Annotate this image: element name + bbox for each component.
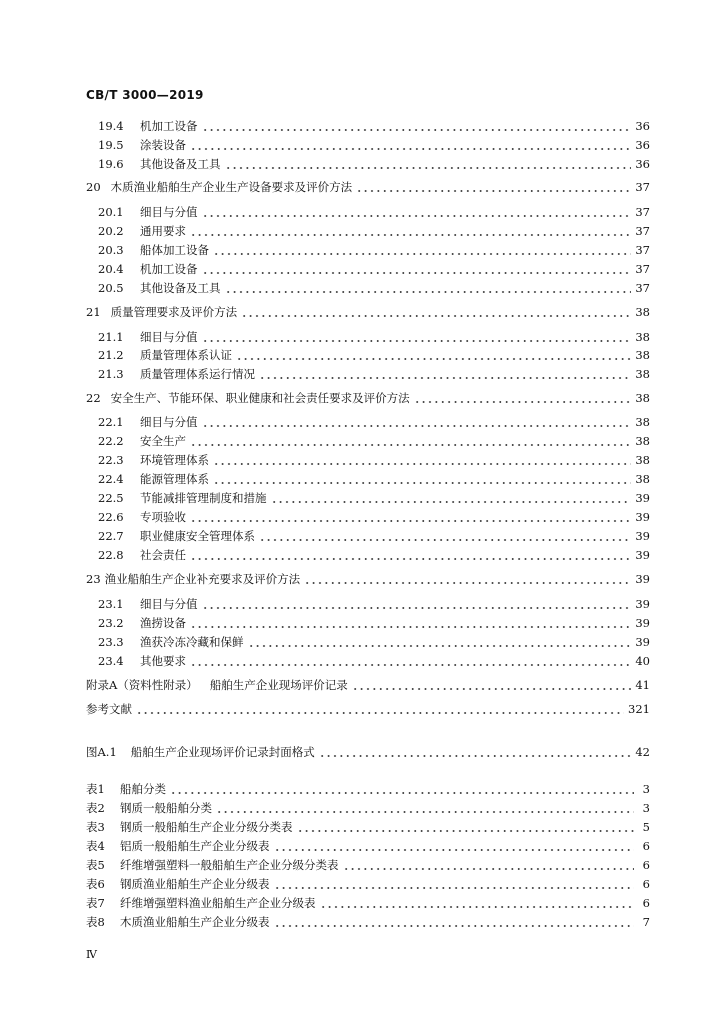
toc-number: 19.4 bbox=[98, 119, 124, 133]
toc-page: 38 bbox=[635, 330, 650, 344]
toc-page: 39 bbox=[635, 572, 650, 586]
dot-leader bbox=[202, 601, 632, 609]
toc-page: 321 bbox=[628, 702, 650, 716]
toc-page: 36 bbox=[635, 138, 650, 152]
toc-number: 22.1 bbox=[98, 415, 124, 429]
table-title: 钢质一般船舶分类 bbox=[120, 801, 212, 815]
toc-title: 涂装设备 bbox=[140, 138, 186, 152]
table-page: 3 bbox=[642, 801, 650, 815]
toc-page: 38 bbox=[635, 415, 650, 429]
dot-leader bbox=[236, 352, 631, 360]
toc-entry[interactable] bbox=[98, 279, 650, 298]
toc-entry[interactable] bbox=[98, 652, 650, 671]
toc-number: 23.2 bbox=[98, 616, 124, 630]
dot-leader bbox=[352, 682, 632, 690]
table-title: 纤维增强塑料渔业船舶生产企业分级表 bbox=[120, 896, 316, 910]
table-number: 表8 bbox=[86, 915, 105, 929]
toc-title: 质量管理要求及评价方法 bbox=[110, 305, 238, 319]
toc-number: 22.2 bbox=[98, 434, 124, 448]
dot-leader bbox=[202, 266, 632, 274]
dot-leader bbox=[213, 476, 631, 484]
table-page: 5 bbox=[642, 820, 650, 834]
table-entry[interactable] bbox=[86, 913, 650, 932]
dot-leader bbox=[274, 919, 635, 927]
toc-title: 专项验收 bbox=[140, 510, 186, 524]
toc-entry[interactable] bbox=[98, 546, 650, 565]
toc-page: 38 bbox=[635, 453, 650, 467]
dot-leader bbox=[259, 533, 631, 541]
dot-leader bbox=[202, 419, 632, 427]
toc-title: 节能减排管理制度和措施 bbox=[140, 491, 267, 505]
table-title: 钢质渔业船舶生产企业分级表 bbox=[120, 877, 270, 891]
table-title: 木质渔业船舶生产企业分级表 bbox=[120, 915, 270, 929]
toc-page: 37 bbox=[635, 243, 650, 257]
toc-entry-bibliography[interactable] bbox=[86, 700, 650, 719]
toc-entry[interactable] bbox=[98, 365, 650, 384]
document-header: CB/T 3000—2019 bbox=[86, 88, 204, 102]
toc-number: 21.2 bbox=[98, 348, 124, 362]
dot-leader bbox=[304, 576, 631, 584]
dot-leader bbox=[216, 805, 634, 813]
dot-leader bbox=[190, 658, 631, 666]
toc-entry[interactable] bbox=[98, 260, 650, 279]
dot-leader bbox=[248, 639, 632, 647]
page-number: Ⅳ bbox=[86, 948, 97, 961]
toc-entry[interactable] bbox=[86, 570, 650, 589]
toc-title: 社会责任 bbox=[140, 548, 186, 562]
toc-number: 21.3 bbox=[98, 367, 124, 381]
dot-leader bbox=[259, 371, 631, 379]
table-entry[interactable] bbox=[86, 837, 650, 856]
table-title: 船舶分类 bbox=[120, 782, 166, 796]
toc-title: 质量管理体系认证 bbox=[140, 348, 232, 362]
toc-number: 21.1 bbox=[98, 330, 124, 344]
table-title: 铝质一般船舶生产企业分级表 bbox=[120, 839, 270, 853]
toc-page: 36 bbox=[635, 157, 650, 171]
toc-title: 能源管理体系 bbox=[140, 472, 209, 486]
toc-entry[interactable] bbox=[98, 346, 650, 365]
toc-title: 职业健康安全管理体系 bbox=[140, 529, 255, 543]
toc-number: 20 bbox=[86, 180, 101, 194]
dot-leader bbox=[213, 457, 631, 465]
toc-title: 其他设备及工具 bbox=[140, 157, 221, 171]
table-title: 钢质一般船舶生产企业分级分类表 bbox=[120, 820, 293, 834]
toc-page: 37 bbox=[635, 205, 650, 219]
toc-page: 41 bbox=[635, 678, 650, 692]
toc-page: 37 bbox=[635, 180, 650, 194]
toc-title: 环境管理体系 bbox=[140, 453, 209, 467]
dot-leader bbox=[190, 142, 631, 150]
toc-page: 38 bbox=[635, 348, 650, 362]
toc-entry[interactable] bbox=[98, 222, 650, 241]
dot-leader bbox=[241, 309, 631, 317]
toc-page: 37 bbox=[635, 281, 650, 295]
table-entry[interactable] bbox=[86, 780, 650, 799]
toc-number: 22.6 bbox=[98, 510, 124, 524]
toc-title: 船体加工设备 bbox=[140, 243, 209, 257]
dot-leader bbox=[343, 862, 635, 870]
toc-title: 安全生产 bbox=[140, 434, 186, 448]
toc-entry[interactable] bbox=[98, 432, 650, 451]
table-entry[interactable] bbox=[86, 818, 650, 837]
table-entry[interactable] bbox=[86, 875, 650, 894]
dot-leader bbox=[225, 285, 632, 293]
figure-entry[interactable] bbox=[86, 743, 650, 762]
table-page: 6 bbox=[642, 877, 650, 891]
dot-leader bbox=[271, 495, 632, 503]
toc-entry[interactable] bbox=[98, 508, 650, 527]
toc-number: 22.3 bbox=[98, 453, 124, 467]
dot-leader bbox=[213, 247, 631, 255]
toc-page: 38 bbox=[635, 305, 650, 319]
toc-number: 20.1 bbox=[98, 205, 124, 219]
toc-number: 22.8 bbox=[98, 548, 124, 562]
toc-title: 质量管理体系运行情况 bbox=[140, 367, 255, 381]
toc-number: 20.3 bbox=[98, 243, 124, 257]
toc-entry[interactable] bbox=[86, 389, 650, 408]
dot-leader bbox=[190, 514, 631, 522]
toc-number: 19.5 bbox=[98, 138, 124, 152]
table-entry[interactable] bbox=[86, 856, 650, 875]
toc-entry[interactable] bbox=[98, 527, 650, 546]
toc-entry[interactable] bbox=[98, 136, 650, 155]
toc-title: 其他设备及工具 bbox=[140, 281, 221, 295]
table-number: 表7 bbox=[86, 896, 105, 910]
toc-title: 细目与分值 bbox=[140, 330, 198, 344]
toc-number: 21 bbox=[86, 305, 101, 319]
toc-number: 附录A（资料性附录） bbox=[86, 678, 198, 692]
toc-number: 20.4 bbox=[98, 262, 124, 276]
figure-number: 图A.1 bbox=[86, 745, 117, 759]
toc-title: 细目与分值 bbox=[140, 415, 198, 429]
toc-number: 22 bbox=[86, 391, 101, 405]
dot-leader bbox=[225, 161, 632, 169]
toc-page: 38 bbox=[635, 434, 650, 448]
toc-page: 39 bbox=[635, 635, 650, 649]
table-number: 表2 bbox=[86, 801, 105, 815]
toc-entry[interactable] bbox=[98, 470, 650, 489]
dot-leader bbox=[202, 334, 632, 342]
toc-number: 22.7 bbox=[98, 529, 124, 543]
toc-page: 38 bbox=[635, 367, 650, 381]
dot-leader bbox=[356, 184, 631, 192]
toc-number: 23.3 bbox=[98, 635, 124, 649]
toc-number: 20.2 bbox=[98, 224, 124, 238]
toc-page: 37 bbox=[635, 262, 650, 276]
dot-leader bbox=[202, 209, 632, 217]
dot-leader bbox=[136, 706, 624, 714]
toc-title: 机加工设备 bbox=[140, 119, 198, 133]
toc-number: 23.4 bbox=[98, 654, 124, 668]
toc-entry[interactable] bbox=[98, 595, 650, 614]
toc-entry[interactable] bbox=[98, 451, 650, 470]
toc-entry[interactable] bbox=[98, 633, 650, 652]
toc-number: 23 bbox=[86, 572, 101, 586]
toc-title: 渔捞设备 bbox=[140, 616, 186, 630]
table-number: 表1 bbox=[86, 782, 105, 796]
dot-leader bbox=[297, 824, 635, 832]
table-entry[interactable] bbox=[86, 894, 650, 913]
dot-leader bbox=[320, 900, 635, 908]
toc-page: 39 bbox=[635, 491, 650, 505]
toc-page: 38 bbox=[635, 391, 650, 405]
toc-title: 木质渔业船舶生产企业生产设备要求及评价方法 bbox=[110, 180, 353, 194]
toc-entry[interactable] bbox=[98, 155, 650, 174]
toc-page: 37 bbox=[635, 224, 650, 238]
dot-leader bbox=[319, 749, 632, 757]
toc-page: 39 bbox=[635, 510, 650, 524]
toc-title: 其他要求 bbox=[140, 654, 186, 668]
toc-page: 38 bbox=[635, 472, 650, 486]
toc-number: 22.4 bbox=[98, 472, 124, 486]
toc-page: 39 bbox=[635, 529, 650, 543]
toc-number: 19.6 bbox=[98, 157, 124, 171]
toc-page: 36 bbox=[635, 119, 650, 133]
dot-leader bbox=[170, 786, 634, 794]
dot-leader bbox=[190, 552, 631, 560]
table-number: 表6 bbox=[86, 877, 105, 891]
table-page: 6 bbox=[642, 896, 650, 910]
toc-page: 39 bbox=[635, 548, 650, 562]
dot-leader bbox=[190, 438, 631, 446]
toc-title: 细目与分值 bbox=[140, 205, 198, 219]
toc-number: 20.5 bbox=[98, 281, 124, 295]
table-number: 表5 bbox=[86, 858, 105, 872]
toc-entry[interactable] bbox=[98, 117, 650, 136]
table-number: 表3 bbox=[86, 820, 105, 834]
toc-title: 船舶生产企业现场评价记录 bbox=[209, 678, 348, 692]
dot-leader bbox=[274, 881, 635, 889]
table-title: 纤维增强塑料一般船舶生产企业分级分类表 bbox=[120, 858, 339, 872]
toc-title: 通用要求 bbox=[140, 224, 186, 238]
table-page: 6 bbox=[642, 858, 650, 872]
table-page: 7 bbox=[642, 915, 650, 929]
toc-entry[interactable] bbox=[98, 328, 650, 347]
figure-title: 船舶生产企业现场评价记录封面格式 bbox=[130, 745, 315, 759]
table-page: 3 bbox=[642, 782, 650, 796]
toc-title: 细目与分值 bbox=[140, 597, 198, 611]
toc-page: 39 bbox=[635, 616, 650, 630]
dot-leader bbox=[414, 395, 632, 403]
toc-entry-annex[interactable] bbox=[86, 676, 650, 695]
toc-page: 39 bbox=[635, 597, 650, 611]
toc-title: 渔业船舶生产企业补充要求及评价方法 bbox=[104, 572, 301, 586]
toc-title: 机加工设备 bbox=[140, 262, 198, 276]
dot-leader bbox=[274, 843, 635, 851]
toc-entry[interactable] bbox=[98, 241, 650, 260]
toc-entry[interactable] bbox=[98, 203, 650, 222]
toc-number: 23.1 bbox=[98, 597, 124, 611]
table-entry[interactable] bbox=[86, 799, 650, 818]
toc-title: 安全生产、节能环保、职业健康和社会责任要求及评价方法 bbox=[110, 391, 410, 405]
toc-title: 参考文献 bbox=[86, 702, 132, 716]
table-number: 表4 bbox=[86, 839, 105, 853]
dot-leader bbox=[202, 123, 632, 131]
toc-entry[interactable] bbox=[86, 303, 650, 322]
dot-leader bbox=[190, 620, 631, 628]
toc-entry[interactable] bbox=[86, 178, 650, 197]
toc-number: 22.5 bbox=[98, 491, 124, 505]
toc-page: 40 bbox=[635, 654, 650, 668]
toc-entry[interactable] bbox=[98, 614, 650, 633]
table-page: 6 bbox=[642, 839, 650, 853]
figure-page: 42 bbox=[635, 745, 650, 759]
toc-entry[interactable] bbox=[98, 489, 650, 508]
toc-entry[interactable] bbox=[98, 413, 650, 432]
dot-leader bbox=[190, 228, 631, 236]
toc-title: 渔获冷冻冷藏和保鲜 bbox=[140, 635, 244, 649]
